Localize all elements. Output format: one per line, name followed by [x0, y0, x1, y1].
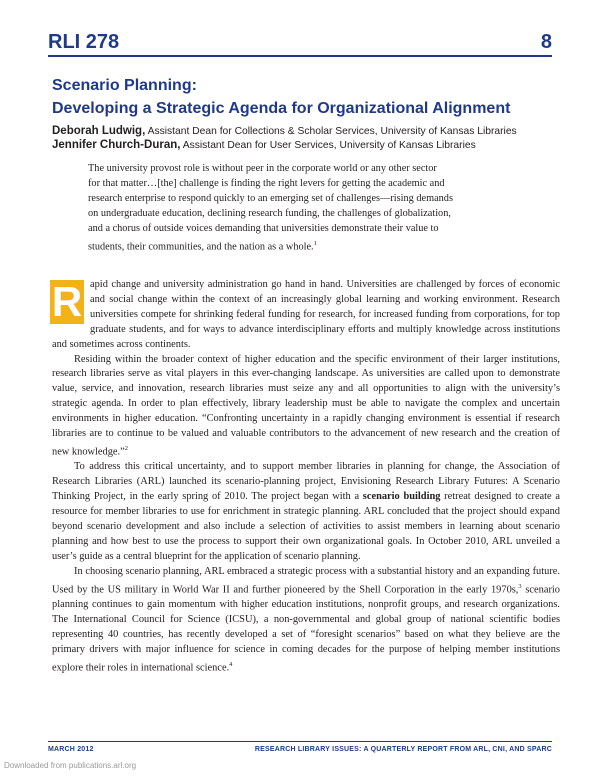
footnote-ref[interactable]: 2: [124, 444, 128, 452]
paragraph-1: R apid change and university administration go hand in hand. Universities are challenged by forces of economic and social change within the context of an increasingly global learning and working environment. Research universities compete for shrinking federal funding for research, for increased funding from corporations, for top graduate students, and for ways to advance interdisciplinary efforts and multiply knowledge across institutions and sometimes across continents.: [51, 278, 561, 350]
article-body: [52, 278, 560, 676]
article-title-line-1: Scenario Planning:: [52, 77, 197, 94]
journal-issue-title: RLI 278: [48, 31, 120, 53]
author-line-1: [52, 124, 572, 139]
epigraph-line: on undergraduate education, declining research funding, the challenges of globalization,: [88, 207, 451, 219]
footnote-ref[interactable]: 3: [518, 582, 522, 590]
running-header: [48, 30, 552, 58]
footnote-ref[interactable]: 4: [229, 660, 233, 668]
keyword-link[interactable]: scenario building: [362, 491, 441, 503]
footnote-ref[interactable]: 1: [313, 239, 317, 247]
author-role: Assistant Dean for Collections & Scholar Services, University of Kansas Libraries: [147, 126, 517, 137]
footer-date: MARCH 2012: [48, 746, 94, 753]
header-rule: [48, 55, 552, 57]
paragraph-2: Residing within the broader context of higher education and the specific environment of their larger institutions, research libraries serve as vital players in this ever-changing landscape. As universities are called upon to demonstrate value, service, and innovation, research libraries must seize any and all opportunities to align with the university’s strategic agenda. In order to plan effectively, library leadership must be able to navigate the complex and uncertain environments in higher education. “Confronting uncertainty in a rapidly changing environment is essential if research libraries are to continue to be valued and valuable contributors to the advancement of new research and the creation of new knowledge.”$^2$: [52, 353, 560, 458]
epigraph-line: The university provost role is without peer in the corporate world or any other sector: [88, 163, 437, 174]
epigraph-line: and a chorus of outside voices demanding that universities demonstrate their value to: [88, 222, 439, 234]
author-role: Assistant Dean for User Services, University of Kansas Libraries: [182, 140, 476, 151]
epigraph-line: students, their communities, and the nation as a whole.$^1$: [88, 239, 317, 252]
drop-cap: R: [51, 278, 83, 325]
page-number: 8: [540, 31, 552, 53]
epigraph-line: research enterprise to respond quickly to an emerging set of challenges—rising demands: [88, 192, 453, 204]
download-note: Downloaded from publications.arl.org: [4, 761, 137, 770]
paragraph-4: In choosing scenario planning, ARL embraced a strategic process with a substantial history and an expanding future. Used by the US military in World War II and further pioneered by the Shell Corporation in the early 1970s,$^3$ scenario planning continues to gain momentum with higher education institutions, nonprofit groups, and research organizations. The International Council for Science (ICSU), a non-governmental and global group of national scientific bodies representing 40 countries, has recently developed a set of “foresight scenarios” based on what they believe are the primary drivers with major influence for science in coming decades for the purpose of helping member institutions explore their roles in international science.$^4$: [52, 565, 560, 674]
article-title-line-2: Developing a Strategic Agenda for Organizational Alignment: [52, 100, 511, 117]
author-name: Jennifer Church-Duran,: [52, 139, 181, 151]
footer-publication: RESEARCH LIBRARY ISSUES: A QUARTERLY REPORT FROM ARL, CNI, AND SPARC: [254, 746, 552, 753]
author-line-2: [52, 138, 572, 153]
footer-rule: [48, 741, 552, 742]
paragraph-3: To address this critical uncertainty, and to support member libraries in planning for change, the Association of Research Libraries (ARL) launched its scenario-planning project, Envisioning Research Library Futures: A Scenario Thinking Project, in the early spring of 2010. The project began with a scenario building retreat designed to create a resource for member libraries to use for enrichment in strategic planning. ARL concluded that the project should expand beyond scenario development and also include a selection of activities to assist members in learning about scenario planning and how best to use the process to support their own organizational goals. In October 2010, ARL unveiled a user’s guide as a central blueprint for the application of scenario planning.: [52, 461, 561, 562]
author-name: Deborah Ludwig,: [52, 125, 146, 137]
epigraph: [88, 162, 528, 255]
epigraph-line: for that matter…[the] challenge is finding the right levers for getting the academic and: [88, 177, 445, 189]
